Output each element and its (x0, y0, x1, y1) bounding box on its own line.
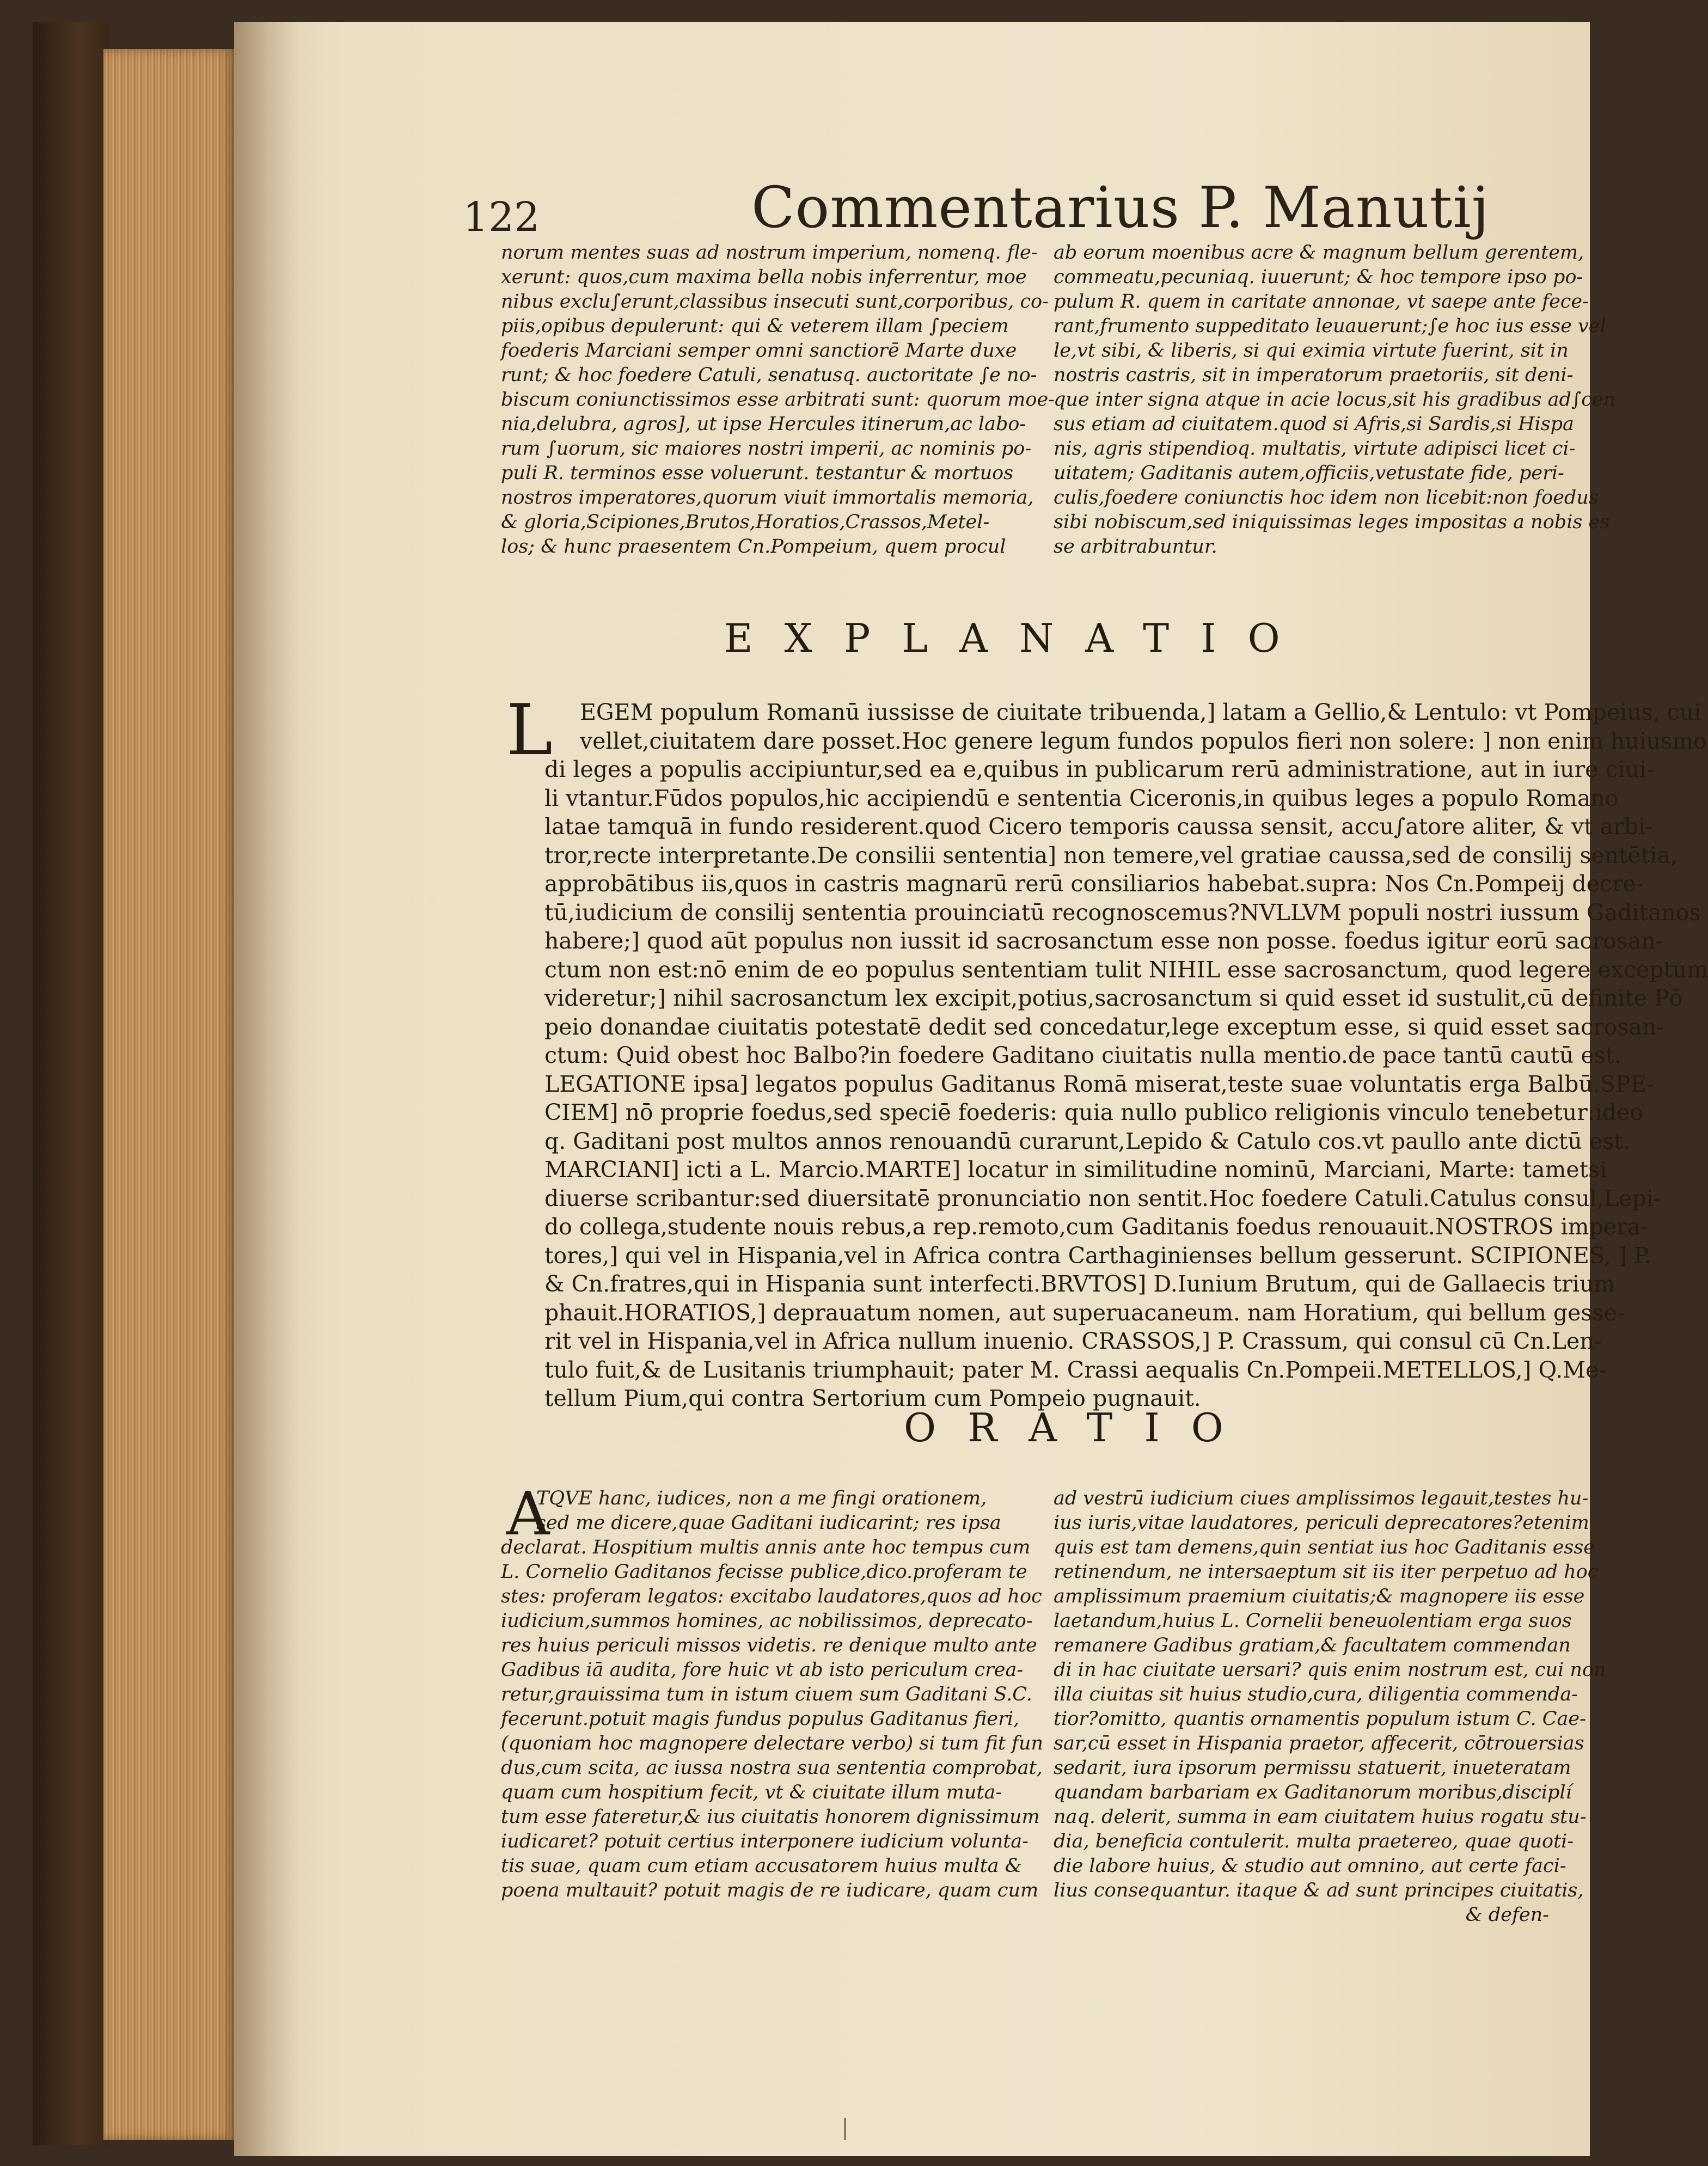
text-line: ad vestrū iudicium ciues amplissimos legauit,testes hu- (1054, 1488, 1589, 1509)
text-line: tior?omitto, quantis ornamentis populum istum C. Cae- (1054, 1708, 1586, 1730)
text-line: die labore huius, & studio aut omnino, aut certe faci- (1054, 1855, 1566, 1877)
text-line: iudicium,summos homines, ac nobilissimos, deprecato- (501, 1610, 1033, 1632)
text-line: poena multauit? potuit magis de re iudicare, quam cum (501, 1880, 1039, 1901)
text-line: se arbitrabuntur. (1054, 536, 1217, 558)
bottom-right-column (1054, 1486, 1606, 2113)
text-line: tis suae, quam cum etiam accusatorem huius multa & (501, 1855, 1022, 1877)
text-line: fecerunt.potuit magis fundus populus Gaditanus fieri, (501, 1708, 1020, 1730)
text-line: tellum Pium,qui contra Sertorium cum Pompeio pugnauit. (544, 1385, 1201, 1411)
text-line: commeatu,pecuniaq. iuuerunt; & hoc tempore ipso po- (1054, 266, 1583, 288)
text-line: sus etiam ad ciuitatem.quod si Afris,si Sardis,si Hispa (1054, 413, 1574, 435)
text-line: retur,grauissima tum in istum ciuem sum Gaditani S.C. (501, 1684, 1032, 1705)
top-left-column (501, 241, 1055, 589)
text-line: rit vel in Hispania,vel in Africa nullum inuenio. CRASSOS,] P. Crassum, qui consul cū Cn.Len- (544, 1328, 1602, 1354)
text-line: foederis Marciani semper omni sanctiorē Marte duxe (501, 340, 1017, 362)
text-line: sibi nobiscum,sed iniquissimas leges impositas a nobis es (1054, 511, 1610, 533)
text-line: tulo fuit,& de Lusitanis triumphauit; pater M. Crassi aequalis Cn.Pompeii.METELLOS,] Q.Me- (544, 1356, 1607, 1383)
text-line: & Cn.fratres,qui in Hispania sunt interfecti.BRVTOS] D.Iunium Brutum, qui de Gallaecis trium (544, 1271, 1615, 1297)
text-line: Gadibus iā audita, fore huic vt ab isto periculum crea- (501, 1659, 1024, 1681)
text-line: declarat. Hospitium multis annis ante hoc tempus cum (501, 1537, 1031, 1558)
text-line: (quoniam hoc magnopere delectare verbo) si tum fit fun (501, 1733, 1044, 1754)
text-line: rant,frumento suppeditato leuauerunt;∫e hoc ius esse vel (1054, 315, 1606, 337)
text-line: uitatem; Gaditanis autem,officiis,vetustate fide, peri- (1054, 462, 1564, 484)
text-line: lius consequantur. itaque & ad sunt principes ciuitatis, (1054, 1880, 1584, 1901)
text-line: q. Gaditani post multos annos renouandū curarunt,Lepido & Catulo cos.vt paullo ante dictū est. (544, 1128, 1630, 1154)
text-line: dus,cum scita, ac iussa nostra sua sententia comprobat, (501, 1757, 1043, 1779)
text-line: rum ∫uorum, sic maiores nostri imperii, ac nominis po- (501, 438, 1032, 460)
text-line: li vtantur.Fūdos populos,hic accipiendū e sententia Ciceronis,in quibus leges a populo Romano (544, 785, 1619, 811)
page-number: 122 (463, 194, 540, 241)
bottom-left-column (501, 1479, 1044, 2113)
text-line: nia,delubra, agros], ut ipse Hercules itinerum,ac labo- (501, 413, 1026, 435)
page-header (457, 174, 1535, 250)
text-line: norum mentes suas ad nostrum imperium, nomenq. fle- (501, 242, 1038, 264)
text-line: EGEM populum Romanū iussisse de ciuitate tribuenda,] latam a Gellio,& Lentulo: vt Pompeius, cui (580, 699, 1701, 725)
text-line: naq. delerit, summa in eam ciuitatem huius rogatu stu- (1054, 1806, 1587, 1828)
text-line: habere;] quod aūt populus non iussit id sacrosanctum esse non posse. foedus igitur eorū sacrosan- (544, 928, 1663, 954)
text-line: sed me dicere,quae Gaditani iudicarint; res ipsa (536, 1512, 1001, 1534)
text-line: do collega,studente nouis rebus,a rep.remoto,cum Gaditanis foedus renouauit.NOSTROS impera- (544, 1214, 1648, 1240)
explanatio-heading: EXPLANATIO (724, 615, 1312, 661)
text-line: nis, agris stipendioq. multatis, virtute adipisci licet ci- (1054, 438, 1576, 460)
text-line: sar,cū esset in Hispania praetor, affecerit, cōtrouersias (1054, 1733, 1584, 1754)
text-line: stes: proferam legatos: excitabo laudatores,quos ad hoc (501, 1586, 1042, 1607)
text-line: & defen- (1465, 1904, 1549, 1926)
text-line: videretur;] nihil sacrosanctum lex excipit,potius,sacrosanctum si quid esset id sustulit,cū definite Pō (544, 985, 1683, 1011)
foot-mark (844, 2118, 846, 2140)
text-line: quandam barbariam ex Gaditanorum moribus,disciplí (1054, 1782, 1572, 1803)
text-line: le,vt sibi, & liberis, si qui eximia virtute fuerint, sit in (1054, 340, 1569, 362)
book-cover-edge (33, 22, 109, 2145)
text-line: di leges a populis accipiuntur,sed ea e,quibus in publicarum rerū administratione, aut in iure ciui- (544, 756, 1654, 782)
text-line: quis est tam demens,quin sentiat ius hoc Gaditanis esse (1054, 1537, 1595, 1558)
text-line: TQVE hanc, iudices, non a me fingi orationem, (536, 1488, 987, 1509)
text-line: & gloria,Scipiones,Brutos,Horatios,Crassos,Metel- (501, 511, 990, 533)
text-line: tror,recte interpretante.De consilii sententia] non temere,vel gratiae caussa,sed de consilij sentētia, (544, 842, 1678, 868)
drop-cap-a: A (506, 1479, 550, 1549)
text-line: remanere Gadibus gratiam,& facultatem commendan (1054, 1635, 1571, 1656)
text-line: sedarit, iura ipsorum permissu statuerit, inueteratam (1054, 1757, 1571, 1779)
text-line: phauit.HORATIOS,] deprauatum nomen, aut superuacaneum. nam Horatium, qui bellum gesse- (544, 1299, 1625, 1326)
text-line: tū,iudicium de consilij sententia prouinciatū recognoscemus?NVLLVM populi nostri iussum Gaditanos (544, 899, 1701, 926)
text-line: tum esse fateretur,& ius ciuitatis honorem dignissimum (501, 1806, 1040, 1828)
text-line: vellet,ciuitatem dare posset.Hoc genere legum fundos populos fieri non solere: ] non enim huiusmo (580, 727, 1707, 754)
text-line: approbātibus iis,quos in castris magnarū rerū consiliarios habebat.supra: Nos Cn.Pompeij decre- (544, 871, 1644, 897)
text-line: LEGATIONE ipsa] legatos populus Gaditanus Romā miserat,teste suae voluntatis erga Balbū.SPE- (544, 1070, 1655, 1097)
text-line: latae tamquā in fundo residerent.quod Cicero temporis caussa sensit, accu∫atore aliter, & vt arbi- (544, 813, 1653, 840)
oratio-heading: ORATIO (904, 1405, 1255, 1451)
text-line: pulum R. quem in caritate annonae, vt saepe ante fece- (1054, 291, 1589, 313)
text-line: illa ciuitas sit huius studio,cura, diligentia commenda- (1054, 1684, 1578, 1705)
text-line: xerunt: quos,cum maxima bella nobis inferrentur, moe (501, 266, 1027, 288)
text-line: res huius periculi missos videtis. re denique multo ante (501, 1635, 1037, 1656)
text-line: diuerse scribantur:sed diuersitatē pronunciatio non sentit.Hoc foedere Catuli.Catulus consul,Lepi- (544, 1185, 1661, 1212)
text-line: puli R. terminos esse voluerunt. testantur & mortuos (501, 462, 1014, 484)
text-line: CIEM] nō proprie foedus,sed speciē foederis: quia nullo publico religionis vinculo tenebetur:ideo (544, 1099, 1643, 1125)
text-line: tores,] qui vel in Hispania,vel in Africa contra Carthaginienses bellum gesserunt. SCIPIONES, ] P. (544, 1242, 1651, 1269)
text-line: ctum: Quid obest hoc Balbo?in foedere Gaditano ciuitatis nulla mentio.de pace tantū cautū est. (544, 1042, 1622, 1068)
text-line: dia, beneficia contulerit. multa praetereo, quae quoti- (1054, 1831, 1574, 1852)
text-line: los; & hunc praesentem Cn.Pompeium, quem procul (501, 536, 1006, 558)
text-line: nostros imperatores,quorum viuit immortalis memoria, (501, 487, 1034, 509)
drop-cap-l: L (506, 690, 553, 771)
text-line: L. Cornelio Gaditanos fecisse publice,dico.proferam te (501, 1561, 1027, 1583)
text-line: amplissimum praemium ciuitatis;& magnopere iis esse (1054, 1586, 1585, 1607)
top-right-column (1054, 241, 1615, 589)
text-line: MARCIANI] icti a L. Marcio.MARTE] locatur in similitudine nominū, Marciani, Marte: tametsi (544, 1157, 1607, 1183)
text-line: laetandum,huius L. Cornelii beneuolentiam erga suos (1054, 1610, 1572, 1632)
text-line: iudicaret? potuit certius interponere iudicium volunta- (501, 1831, 1029, 1852)
text-line: nostris castris, sit in imperatorum praetoriis, sit deni- (1054, 364, 1574, 386)
text-line: runt; & hoc foedere Catuli, senatusq. auctoritate ∫e no- (501, 364, 1037, 386)
text-line: nibus exclu∫erunt,classibus insecuti sunt,corporibus, co- (501, 291, 1049, 313)
text-line: ab eorum moenibus acre & magnum bellum gerentem, (1054, 242, 1584, 264)
running-title: Commentarius P. Manutij (751, 174, 1490, 241)
page-block-edge (103, 49, 234, 2140)
text-line: peio donandae ciuitatis potestatē dedit sed concedatur,lege exceptum esse, si quid esset sacrosan- (544, 1013, 1664, 1040)
text-line: ius iuris,vitae laudatores, periculi deprecatores?etenim (1054, 1512, 1589, 1534)
text-line: quam cum hospitium fecit, vt & ciuitate illum muta- (501, 1782, 1002, 1803)
text-line: di in hac ciuitate uersari? quis enim nostrum est, cui non (1054, 1659, 1606, 1681)
text-line: que inter signa atque in acie locus,sit his gradibus ad∫cen (1054, 389, 1615, 411)
explanatio-body (544, 698, 1708, 1411)
text-line: biscum coniunctissimos esse arbitrati sunt: quorum moe- (501, 389, 1055, 411)
text-line: piis,opibus depulerunt: qui & veterem illam ∫peciem (501, 315, 1009, 337)
text-line: retinendum, ne intersaeptum sit iis iter perpetuo ad hoc (1054, 1561, 1599, 1583)
text-line: culis,foedere coniunctis hoc idem non licebit:non foedus (1054, 487, 1599, 509)
text-line: ctum non est:nō enim de eo populus sententiam tulit NIHIL esse sacrosanctum, quod legere exceptum (544, 956, 1708, 983)
gutter-shadow (234, 22, 299, 2156)
